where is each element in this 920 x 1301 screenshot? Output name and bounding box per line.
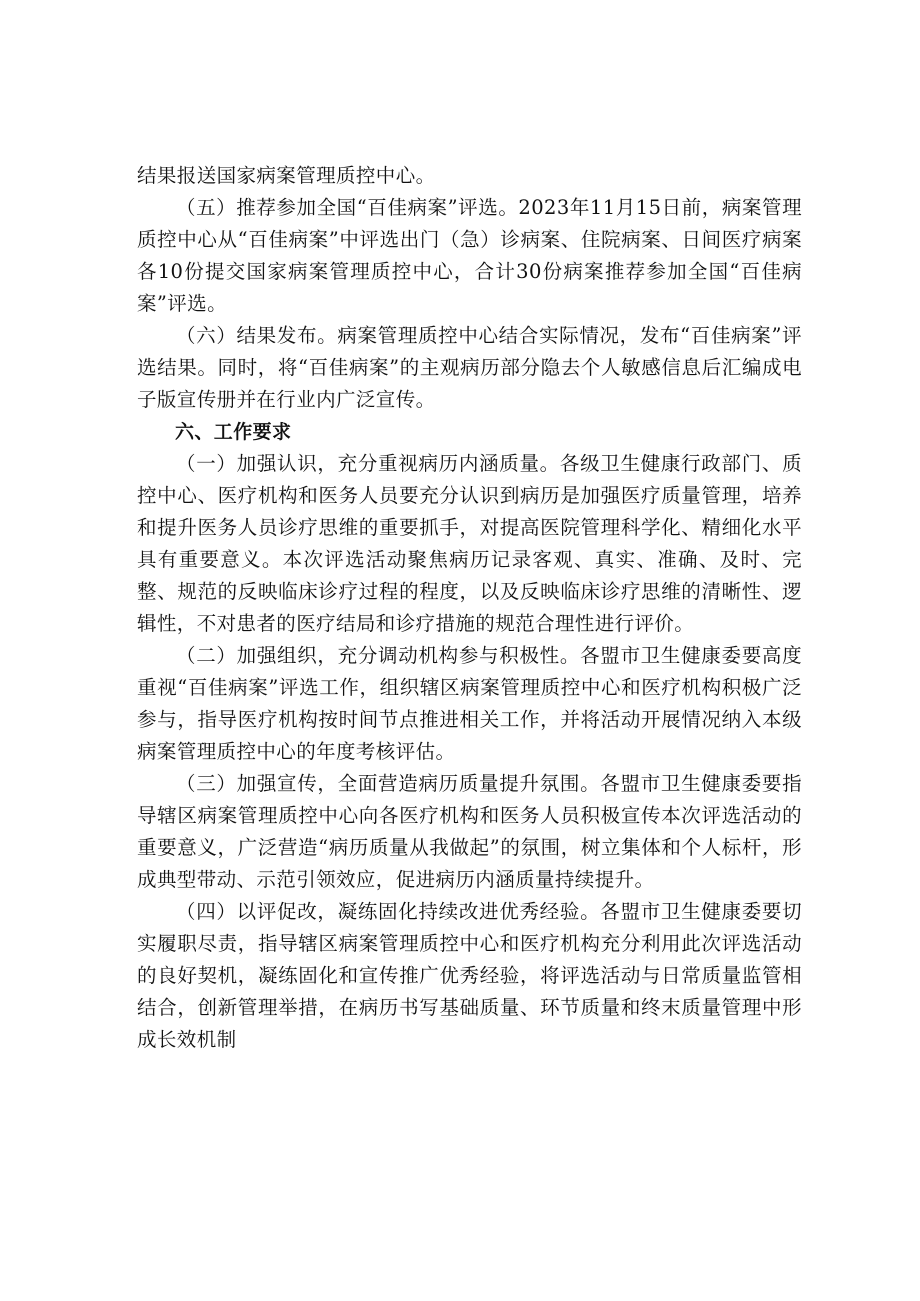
section-heading: 六、工作要求 (175, 421, 292, 443)
document-body (137, 160, 802, 1056)
paragraph-requirement-2: （二）加强组织，充分调动机构参与积极性。各盟市卫生健康委要高度重视“百佳病案”评选工作，组织辖区病案管理质控中心和医疗机构积极广泛参与，指导医疗机构按时间节点推进相关工作，并将活动开展情况纳入本级病案管理质控中心的年度考核评估。 (137, 644, 802, 763)
paragraph-item-6: （六）结果发布。病案管理质控中心结合实际情况，发布“百佳病案”评选结果。同时，将“百佳病案”的主观病历部分隐去个人敏感信息后汇编成电子版宣传册并在行业内广泛宣传。 (137, 324, 802, 411)
paragraph-continuation: 结果报送国家病案管理质控中心。 (137, 164, 436, 187)
paragraph-item-5: （五）推荐参加全国“百佳病案”评选。2023年11月15日前，病案管理质控中心从“百佳病案”中评选出门（急）诊病案、住院病案、日间医疗病案各10份提交国家病案管理质控中心，合计30份病案推荐参加全国“百佳病案”评选。 (137, 196, 802, 315)
paragraph-requirement-3: （三）加强宣传，全面营造病历质量提升氛围。各盟市卫生健康委要指导辖区病案管理质控中心向各医疗机构和医务人员积极宣传本次评选活动的重要意义，广泛营造“病历质量从我做起”的氛围，树立集体和个人标杆，形成典型带动、示范引领效应，促进病历内涵质量持续提升。 (137, 772, 802, 891)
paragraph-requirement-4: （四）以评促改，凝练固化持续改进优秀经验。各盟市卫生健康委要切实履职尽责，指导辖区病案管理质控中心和医疗机构充分利用此次评选活动的良好契机，凝练固化和宣传推广优秀经验，将评选活动与日常质量监管相结合，创新管理举措，在病历书写基础质量、环节质量和终末质量管理中形成长效机制 (137, 900, 802, 1051)
paragraph-requirement-1: （一）加强认识，充分重视病历内涵质量。各级卫生健康行政部门、质控中心、医疗机构和医务人员要充分认识到病历是加强医疗质量管理，培养和提升医务人员诊疗思维的重要抓手，对提高医院管理科学化、精细化水平具有重要意义。本次评选活动聚焦病历记录客观、真实、准确、及时、完整、规范的反映临床诊疗过程的程度，以及反映临床诊疗思维的清晰性、逻辑性，不对患者的医疗结局和诊疗措施的规范合理性进行评价。 (137, 452, 802, 635)
